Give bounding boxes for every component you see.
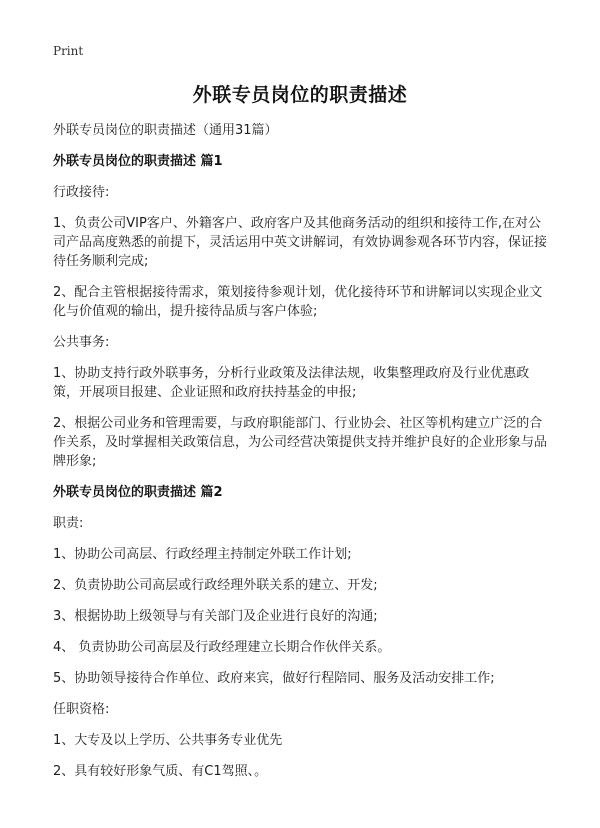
paragraph-public-affairs-1: 1、协助支持行政外联事务，分析行业政策及法律法规，收集整理政府及行业优惠政策，开展项目报建、企业证照和政府扶持基金的申报;: [53, 366, 530, 400]
list-item-duty-4: 4、 负责协助公司高层及行政经理建立长期合作伙伴关系。: [53, 640, 391, 655]
list-item-duty-5: 5、协助领导接待合作单位、政府来宾，做好行程陪同、服务及活动安排工作;: [53, 671, 495, 686]
part-label-public-affairs: 公共事务:: [53, 335, 110, 350]
section-heading-1: 外联专员岗位的职责描述 篇1: [53, 154, 223, 169]
document-subtitle: 外联专员岗位的职责描述（通用31篇）: [53, 123, 278, 138]
part-label-qualifications: 任职资格:: [53, 702, 110, 717]
list-item-duty-2: 2、负责协助公司高层或行政经理外联关系的建立、开发;: [53, 578, 378, 593]
print-label: Print: [53, 44, 84, 58]
part-label-duties: 职责:: [53, 516, 84, 531]
section-heading-2: 外联专员岗位的职责描述 篇2: [53, 485, 223, 500]
part-label-reception: 行政接待:: [53, 185, 110, 200]
document-title: 外联专员岗位的职责描述: [192, 84, 408, 106]
list-item-qualification-1: 1、大专及以上学历、公共事务专业优先: [53, 733, 283, 748]
paragraph-reception-2: 2、配合主管根据接待需求，策划接待参观计划，优化接待环节和讲解词以实现企业文化与价值观的输出，提升接待品质与客户体验;: [53, 285, 543, 319]
list-item-duty-1: 1、协助公司高层、行政经理主持制定外联工作计划;: [53, 547, 352, 562]
list-item-duty-3: 3、根据协助上级领导与有关部门及企业进行良好的沟通;: [53, 609, 378, 624]
paragraph-reception-1: 1、负责公司VIP客户、外籍客户、政府客户及其他商务活动的组织和接待工作,在对公司产品高度熟悉的前提下，灵活运用中英文讲解词，有效协调参观各环节内容，保证接待任务顺利完成;: [53, 216, 548, 269]
paragraph-public-affairs-2: 2、根据公司业务和管理需要，与政府职能部门、行业协会、社区等机构建立广泛的合作关系，及时掌握相关政策信息，为公司经营决策提供支持并维护良好的企业形象与品牌形象;: [53, 416, 548, 469]
list-item-qualification-2: 2、具有较好形象气质、有C1驾照、。: [53, 764, 268, 779]
document-body: [53, 121, 553, 793]
